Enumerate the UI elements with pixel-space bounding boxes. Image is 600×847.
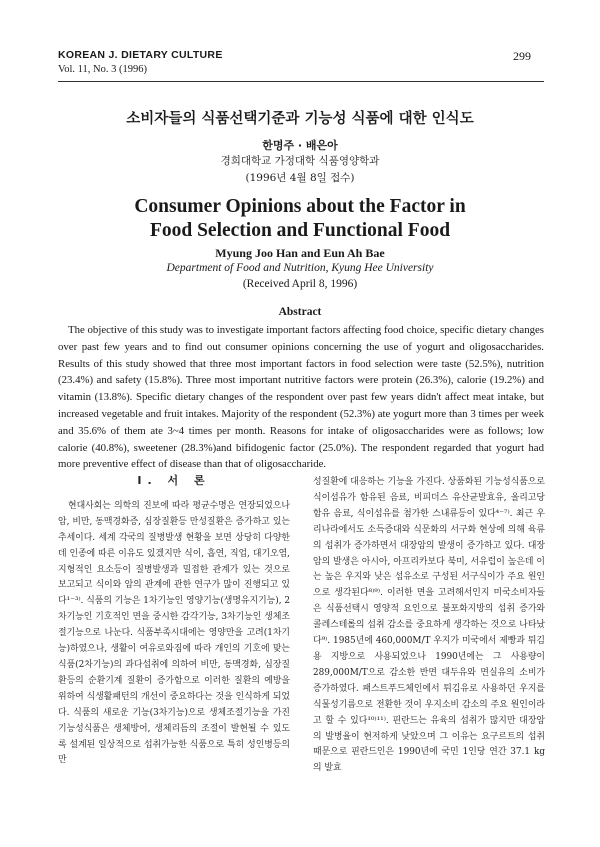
- body-left-column: [58, 473, 290, 769]
- abstract-heading: Abstract: [278, 306, 322, 318]
- body-paragraph: 성질환에 대응하는 기능을 가진다. 상품화된 기능성식품으로 식이섬유가 함유된 음료, 비피더스 유산균발효유, 올리고당함유 음료, 식이섬유를 첨가한 스내류등이 있다⁴⁻⁷⁾. 최근 우리나라에서도 소득증대와 식문화의 서구화 현상에 의해 육류의 섭취가 증가하면서 대장암의 발생이 증가하고 있다. 대장암의 발생은 아시아, 아프리카보다 북미, 서유럽이 높은데 이는 높은 우지와 낮은 섬유소로 구성된 서구식이가 주요 원인으로 생각된다⁸⁾⁹⁾. 이러한 면을 고려해서인지 미국소비자들은 식품선택시 영양적 요인으로 불포화지방의 섭취 증가와 콜레스테롤의 섭취 감소를 중요하게 생각하는 것으로 나타났다⁹⁾. 1985년에 460,000M/T 우지가 미국에서 제빵과 튀김용 지방으로 사용되었으나 1990년에는 그 사용량이 289,000M/T으로 감소한 반면 대두유와 면실유의 소비가 증가하였다. 패스트푸드체인에서 튀김유로 사용하던 우지를 식물성기름으로 전환한 것이 우지소비 감소의 주요 원인이라고 할 수 있다¹⁰⁾¹¹⁾. 핀란드는 유육의 섭취가 많지만 대장암의 발병율이 현저하게 낮았으며 그 이유는 요구르트의 섭취때문으로 핀란드인은 1990년에 국민 1인당 연간 37.1 kg의 발효: [313, 477, 545, 774]
- english-authors: Myung Joo Han and Eun Ah Bae: [215, 246, 385, 260]
- english-title: [0, 195, 600, 243]
- journal-volume: Vol. 11, No. 3 (1996): [58, 64, 147, 75]
- body-right-column: [313, 475, 545, 777]
- page-number: 299: [513, 49, 531, 63]
- english-affiliation: Department of Food and Nutrition, Kyung Hee University: [166, 262, 434, 274]
- abstract-text: The objective of this study was to investigate important factors affecting food choice, specific dietary changes over past few years and to find out consumer opinions concerning the use of yogurt and oligosaccharides. Results of this study showed that three most important factors in food selection were taste (52.5%), nutrition (23.4%) and safety (15.8%). Three most important nutritive factors were protein (26.3%), calorie (19.2%) and vitamin (13.8%). Specific dietary changes of the respondent over past few years didn't affect meat intake, but increased vegetable and fruit intakes. Majority of the respondent (52.3%) ate yogurt more than 3 times per week and 35.6% of them ate 3~4 times per month. Reasons for intake of oligosaccharides were as follows; low calorie (40.8%), sweetener (28.3%)and bifidogenic factor (25.0%). The respondent regarded that yogurt had more preventive effect of disease than that of oligosaccharide.: [58, 324, 544, 471]
- korean-title: 소비자들의 식품선택기준과 기능성 식품에 대한 인식도: [126, 111, 474, 127]
- header-rule: [58, 81, 544, 82]
- english-received-date: (Received April 8, 1996): [242, 278, 358, 290]
- english-title-line-2: Food Selection and Functional Food: [149, 220, 451, 241]
- journal-name: KOREAN J. DIETARY CULTURE: [58, 49, 223, 61]
- body-paragraph: 현대사회는 의학의 진보에 따라 평균수명은 연장되었으나 암, 비만, 동맥경화증, 심장질환등 만성질환은 증가하고 있는 추세이다. 세계 각국의 질병발생 현황을 보면 상당히 다양한데 인종에 따른 이유도 있겠지만 식이, 흡연, 직업, 대기오염, 지형적인 요소등이 질병발생과 밀접한 관계가 있는 것으로 보고되고 식이와 암의 관계에 관한 연구가 많이 진행되고 있다¹⁻³⁾. 식품의 기능은 1차기능인 영양기능(생명유지기능), 2차기능인 기호적인 면을 중시한 감각기능, 3차기능인 생체조절기능으로 나눈다. 식품부족시대에는 영양만을 고려(1차기능)하였으나, 생활이 여유로와짐에 따라 개인의 기호에 맞는 식품(2차기능)의 과다섭취에 의하여 비만, 동맥경화, 심장질환등의 순환기계 질환이 증가함으로 이러한 질환의 예방을 위하여 식생활패턴의 개선이 중요하다는 것을 인식하게 되었다. 식품의 새로운 기능(3차기능)으로 생체조절기능을 가진 기능성식품은 생체방어, 생체리듬의 조절이 발현될 수 있도록 설계된 일상적으로 섭취가능한 식품으로 특히 성인병등의 만: [58, 500, 290, 766]
- korean-received-date: (1996년 4월 8일 접수): [245, 172, 355, 184]
- korean-authors: 한명주 · 배은아: [262, 139, 338, 152]
- korean-affiliation: 경희대학교 가정대학 식품영양학과: [220, 155, 380, 167]
- english-title-line-1: Consumer Opinions about the Factor in: [134, 196, 466, 217]
- section-heading: I. 서 론: [137, 474, 211, 487]
